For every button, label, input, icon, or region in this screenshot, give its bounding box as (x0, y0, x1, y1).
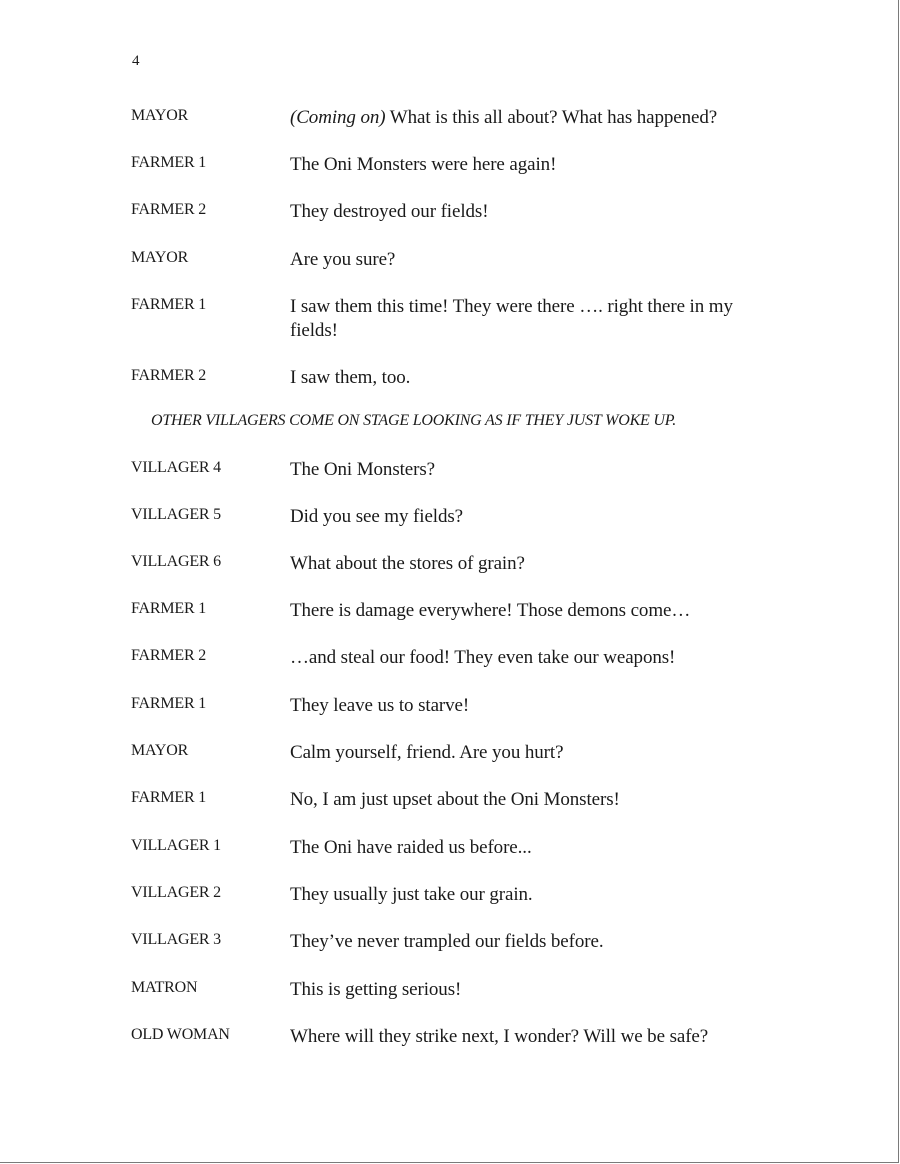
dialogue-text: Where will they strike next, I wonder? Will we be safe? (290, 1026, 709, 1047)
dialogue-line (131, 978, 791, 1002)
dialogue-text: There is damage everywhere! Those demons come… (290, 600, 691, 621)
speaker-name: VILLAGER 6 (131, 553, 221, 570)
dialogue-line (131, 836, 791, 860)
dialogue-text (290, 106, 791, 130)
speaker-name: FARMER 2 (131, 367, 207, 384)
dialogue-text: Did you see my fields? (290, 506, 463, 527)
dialogue-text: The Oni Monsters? (290, 459, 435, 480)
dialogue-text: This is getting serious! (290, 979, 462, 1000)
speaker-name: OLD WOMAN (131, 1026, 230, 1043)
dialogue-text: I saw them this time! They were there …. right there in my fields! (290, 296, 733, 341)
speaker-name: FARMER 1 (131, 296, 207, 313)
dialogue-text: I saw them, too. (290, 367, 411, 388)
dialogue-line (131, 153, 791, 177)
dialogue-line (131, 694, 791, 718)
dialogue-text-content: What is this all about? What has happened? (385, 107, 718, 128)
dialogue-text: Calm yourself, friend. Are you hurt? (290, 742, 564, 763)
stage-direction: OTHER VILLAGERS COME ON STAGE LOOKING AS IF THEY JUST WOKE UP. (151, 412, 677, 429)
dialogue-line (131, 106, 791, 130)
speaker-name: MAYOR (131, 742, 189, 759)
dialogue-line (131, 505, 791, 529)
speaker-name: VILLAGER 2 (131, 884, 221, 901)
dialogue-line (131, 295, 791, 343)
speaker-name: FARMER 1 (131, 789, 207, 806)
page-number: 4 (132, 53, 140, 69)
dialogue-line (131, 930, 791, 954)
dialogue-text: They usually just take our grain. (290, 884, 533, 905)
speaker-name: VILLAGER 5 (131, 506, 221, 523)
dialogue-line (131, 883, 791, 907)
speaker-name: FARMER 2 (131, 647, 207, 664)
dialogue-line (131, 200, 791, 224)
dialogue-line (131, 458, 791, 482)
speaker-name: MATRON (131, 979, 198, 996)
dialogue-line (131, 1025, 791, 1049)
dialogue-text: What about the stores of grain? (290, 553, 525, 574)
speaker-name: FARMER 1 (131, 695, 207, 712)
dialogue-line (131, 741, 791, 765)
dialogue-text: They leave us to starve! (290, 695, 470, 716)
speaker-name: VILLAGER 1 (131, 837, 221, 854)
dialogue-text: The Oni Monsters were here again! (290, 154, 557, 175)
dialogue-line (131, 366, 791, 390)
speaker-name: FARMER 2 (131, 201, 207, 218)
speaker-name: VILLAGER 3 (131, 931, 221, 948)
speaker-name: MAYOR (131, 107, 189, 124)
dialogue-text: No, I am just upset about the Oni Monsters! (290, 789, 620, 810)
dialogue-line (131, 646, 791, 670)
inline-stage-direction: (Coming on) (290, 107, 386, 128)
dialogue-text: Are you sure? (290, 249, 396, 270)
speaker-name: VILLAGER 4 (131, 459, 221, 476)
speaker-name: FARMER 1 (131, 600, 207, 617)
dialogue-text: They destroyed our fields! (290, 201, 489, 222)
dialogue-text: They’ve never trampled our fields before. (290, 931, 604, 952)
dialogue-line (131, 552, 791, 576)
dialogue-text: The Oni have raided us before... (290, 837, 532, 858)
dialogue-text: …and steal our food! They even take our weapons! (290, 647, 676, 668)
dialogue-line (131, 248, 791, 272)
dialogue-line (131, 599, 791, 623)
speaker-name: MAYOR (131, 249, 189, 266)
dialogue-line (131, 788, 791, 812)
speaker-name: FARMER 1 (131, 154, 207, 171)
